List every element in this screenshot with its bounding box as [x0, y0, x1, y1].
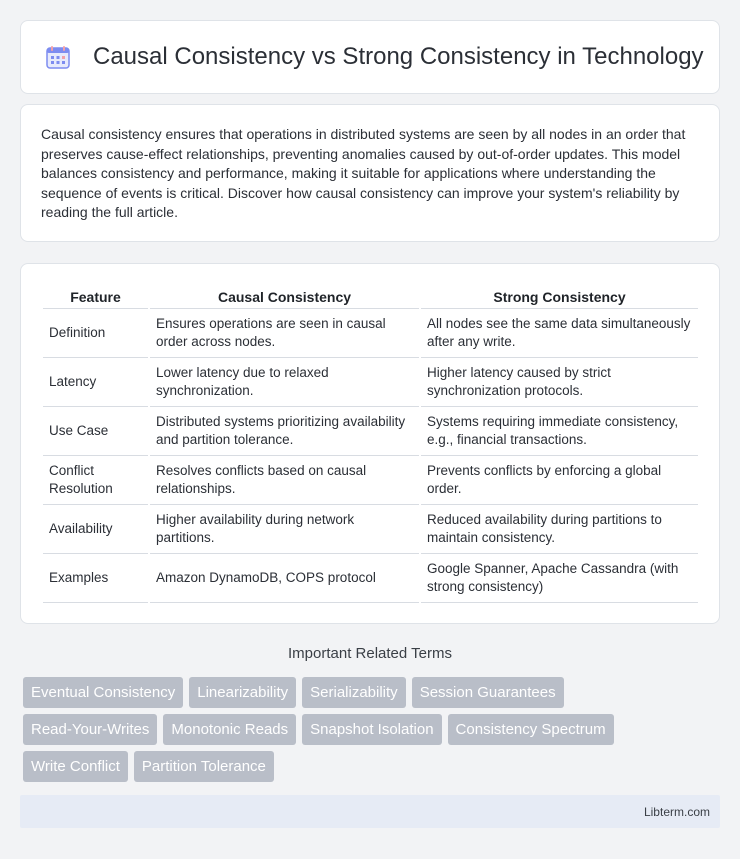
intro-card [20, 104, 720, 242]
comparison-table-card [20, 263, 720, 624]
table-row [43, 357, 698, 406]
comparison-table [43, 286, 698, 603]
feature-cell: Availability [43, 504, 149, 553]
strong-cell: Systems requiring immediate consistency, e.g., financial transactions. [420, 406, 698, 455]
strong-cell: Higher latency caused by strict synchronization protocols. [420, 357, 698, 406]
related-term-tag[interactable]: Read-Your-Writes [23, 714, 157, 745]
strong-cell: Google Spanner, Apache Cassandra (with strong consistency) [420, 553, 698, 602]
causal-cell: Distributed systems prioritizing availability and partition tolerance. [149, 406, 420, 455]
column-header-feature: Feature [43, 286, 149, 308]
strong-cell: All nodes see the same data simultaneously after any write. [420, 308, 698, 357]
feature-cell: Examples [43, 553, 149, 602]
related-term-tag[interactable]: Session Guarantees [412, 677, 564, 708]
table-row [43, 406, 698, 455]
footer [20, 795, 720, 828]
table-row [43, 308, 698, 357]
feature-cell: Definition [43, 308, 149, 357]
table-row [43, 455, 698, 504]
column-header-strong: Strong Consistency [420, 286, 698, 308]
related-term-tag[interactable]: Partition Tolerance [134, 751, 274, 782]
causal-cell: Ensures operations are seen in causal order across nodes. [149, 308, 420, 357]
page-title: Causal Consistency vs Strong Consistency in Technology [93, 43, 704, 70]
table-row [43, 553, 698, 602]
table-row [43, 504, 698, 553]
related-term-tag[interactable]: Consistency Spectrum [448, 714, 614, 745]
footer-site-link[interactable]: Libterm.com [643, 805, 710, 819]
header-card [20, 20, 720, 94]
feature-cell: Conflict Resolution [43, 455, 149, 504]
table-header-row [43, 286, 698, 308]
feature-cell: Latency [43, 357, 149, 406]
related-term-tag[interactable]: Write Conflict [23, 751, 128, 782]
intro-text: Causal consistency ensures that operations in distributed systems are seen by all nodes in an order that preserves cause-effect relationships, preventing anomalies caused by out-of-order updates. This model balances consistency and performance, making it suitable for applications where understanding the sequence of events is critical. Discover how causal consistency can improve your system's reliability by reading the full article. [41, 126, 686, 221]
strong-cell: Reduced availability during partitions to maintain consistency. [420, 504, 698, 553]
related-terms-list [23, 677, 703, 782]
strong-cell: Prevents conflicts by enforcing a global order. [420, 455, 698, 504]
related-term-tag[interactable]: Snapshot Isolation [302, 714, 441, 745]
column-header-causal: Causal Consistency [149, 286, 420, 308]
causal-cell: Resolves conflicts based on causal relationships. [149, 455, 420, 504]
related-term-tag[interactable]: Eventual Consistency [23, 677, 183, 708]
feature-cell: Use Case [43, 406, 149, 455]
causal-cell: Amazon DynamoDB, COPS protocol [149, 553, 420, 602]
calendar-icon [45, 44, 71, 70]
related-term-tag[interactable]: Monotonic Reads [163, 714, 296, 745]
related-term-tag[interactable]: Linearizability [189, 677, 296, 708]
causal-cell: Higher availability during network partitions. [149, 504, 420, 553]
related-terms-title: Important Related Terms [288, 645, 452, 662]
causal-cell: Lower latency due to relaxed synchronization. [149, 357, 420, 406]
related-term-tag[interactable]: Serializability [302, 677, 406, 708]
